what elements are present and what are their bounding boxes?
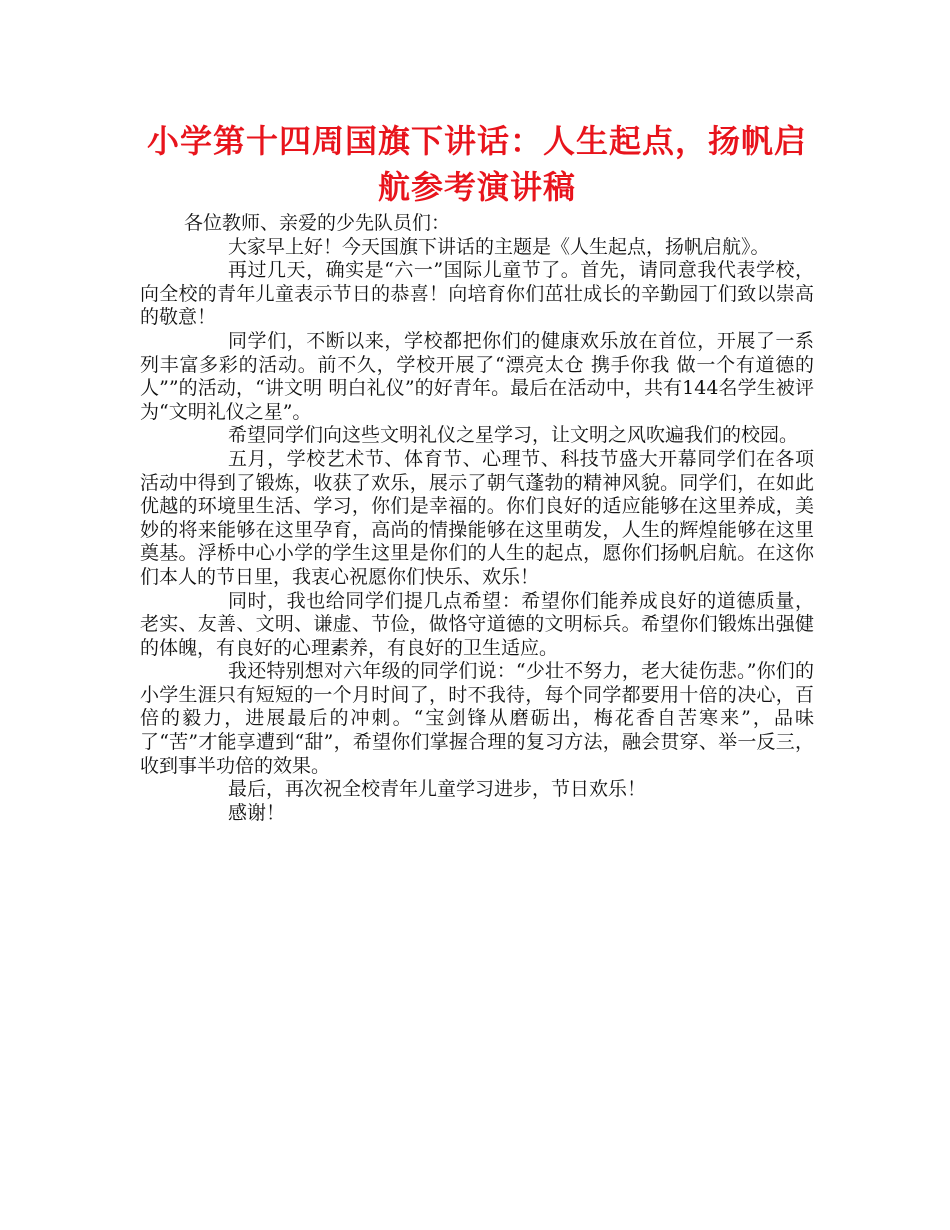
paragraph-closing: 最后，再次祝全校青年儿童学习进步，节日欢乐！: [228, 778, 647, 801]
paragraph-childrens-day: 再过几天，确实是“六一”国际儿童节了。首先，请同意我代表学校，向全校的青年儿童表示节日的恭喜！向培育你们茁壮成长的辛勤园丁们致以崇高的敬意！: [140, 259, 814, 329]
document-title: 小学第十四周国旗下讲话：人生起点，扬帆启航参考演讲稿: [146, 122, 807, 206]
paragraph-activities: 同学们，不断以来，学校都把你们的健康欢乐放在首位，开展了一系列丰富多彩的活动。前不久，学校开展了“漂亮太仓 携手你我 做一个有道德的人””的活动，“讲文明 明白礼仪”的好青年。最后在活动中，共有144名学生被评为“文明礼仪之星”。: [140, 329, 814, 423]
greeting: 各位教师、亲爱的少先队员们：: [184, 212, 451, 234]
paragraph-opening: 大家早上好！今天国旗下讲话的主题是《人生起点，扬帆启航》。: [228, 235, 770, 258]
paragraph-hopes: 同时，我也给同学们提几点希望：希望你们能养成良好的道德质量，老实、友善、文明、谦虚、节俭，做恪守道德的文明标兵。希望你们锻炼出强健的体魄，有良好的心理素养，有良好的卫生适应。: [140, 589, 814, 659]
paragraph-civility: 希望同学们向这些文明礼仪之星学习，让文明之风吹遍我们的校园。: [228, 424, 799, 447]
document-body: [140, 212, 814, 825]
paragraph-thanks: 感谢！: [228, 801, 286, 824]
document-page: [140, 118, 814, 825]
paragraph-sixth-grade: 我还特别想对六年级的同学们说：“少壮不努力，老大徒伤悲。”你们的小学生涯只有短短的一个月时间了，时不我待，每个同学都要用十倍的决心，百倍的毅力，进展最后的冲刺。“宝剑锋从磨砺出，梅花香自苦寒来”，品味了“苦”才能享遭到“甜”，希望你们掌握合理的复习方法，融会贯穿、举一反三，收到事半功倍的效果。: [140, 660, 814, 777]
paragraph-festivals: 五月，学校艺术节、体育节、心理节、科技节盛大开幕同学们在各项活动中得到了锻炼，收获了欢乐，展示了朝气蓬勃的精神风貌。同学们，在如此优越的环境里生活、学习，你们是幸福的。你们良好的适应能够在这里养成，美妙的将来能够在这里孕育，高尚的情操能够在这里萌发，人生的辉煌能够在这里奠基。浮桥中心小学的学生这里是你们的人生的起点，愿你们扬帆启航。在这你们本人的节日里，我衷心祝愿你们快乐、欢乐！: [140, 447, 814, 588]
